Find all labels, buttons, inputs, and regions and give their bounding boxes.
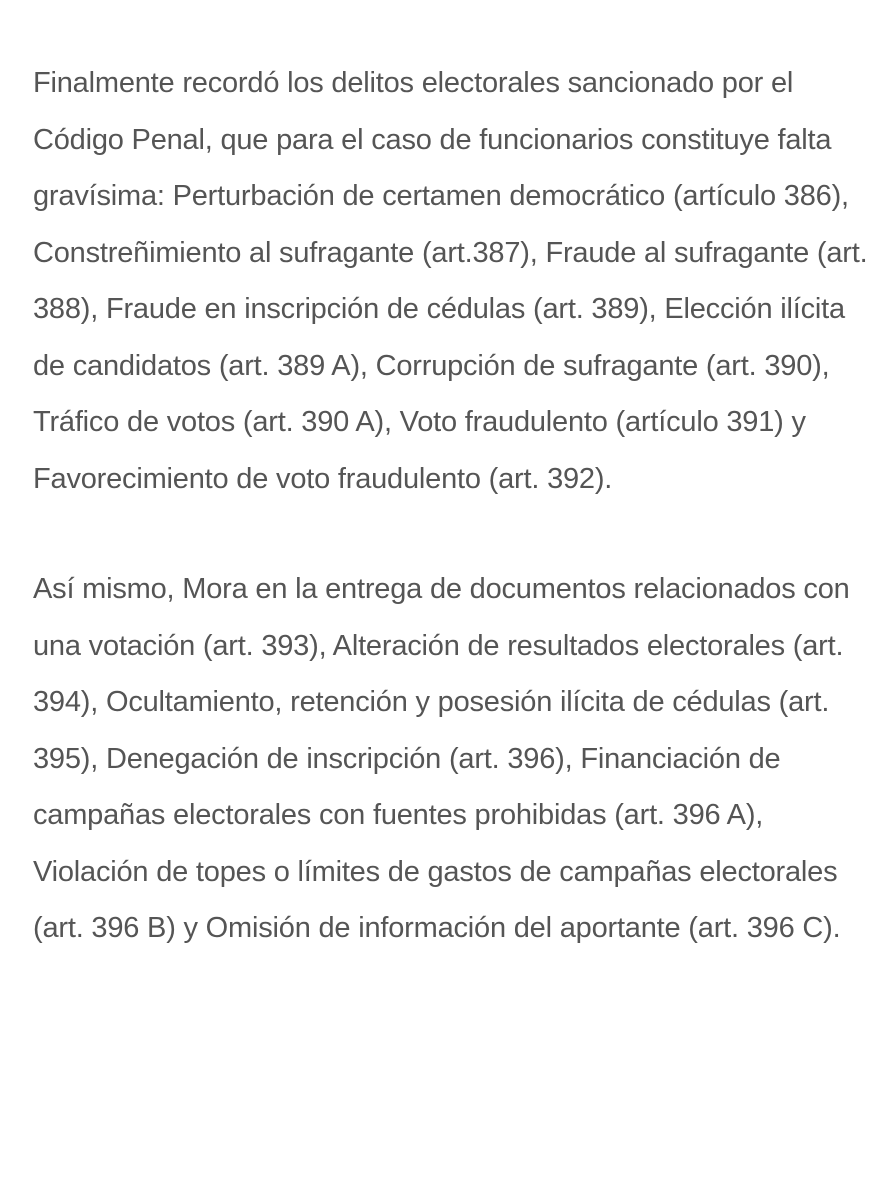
paragraph-additional-crimes: Así mismo, Mora en la entrega de documentos relacionados con una votación (art. 393), Alteración de resultados electorales (art. 394), Ocultamiento, retención y posesión ilícita de cédulas (art. 395), Denegación de inscripción (art. 396), Financiación de campañas electorales con fuentes prohibidas (art. 396 A), Violación de topes o límites de gastos de campañas electorales (art. 396 B) y Omisión de información del aportante (art. 396 C). — [33, 573, 850, 944]
paragraph-electoral-crimes: Finalmente recordó los delitos electorales sancionado por el Código Penal, que para el caso de funcionarios constituye falta gravísima: Perturbación de certamen democrático (artículo 386), Constreñimiento al sufragante (art.387), Fraude al sufragante (art. 388), Fraude en inscripción de cédulas (art. 389), Elección ilícita de candidatos (art. 389 A), Corrupción de sufragante (art. 390), Tráfico de votos (art. 390 A), Voto fraudulento (artículo 391) y Favorecimiento de voto fraudulento (art. 392). — [33, 67, 868, 495]
